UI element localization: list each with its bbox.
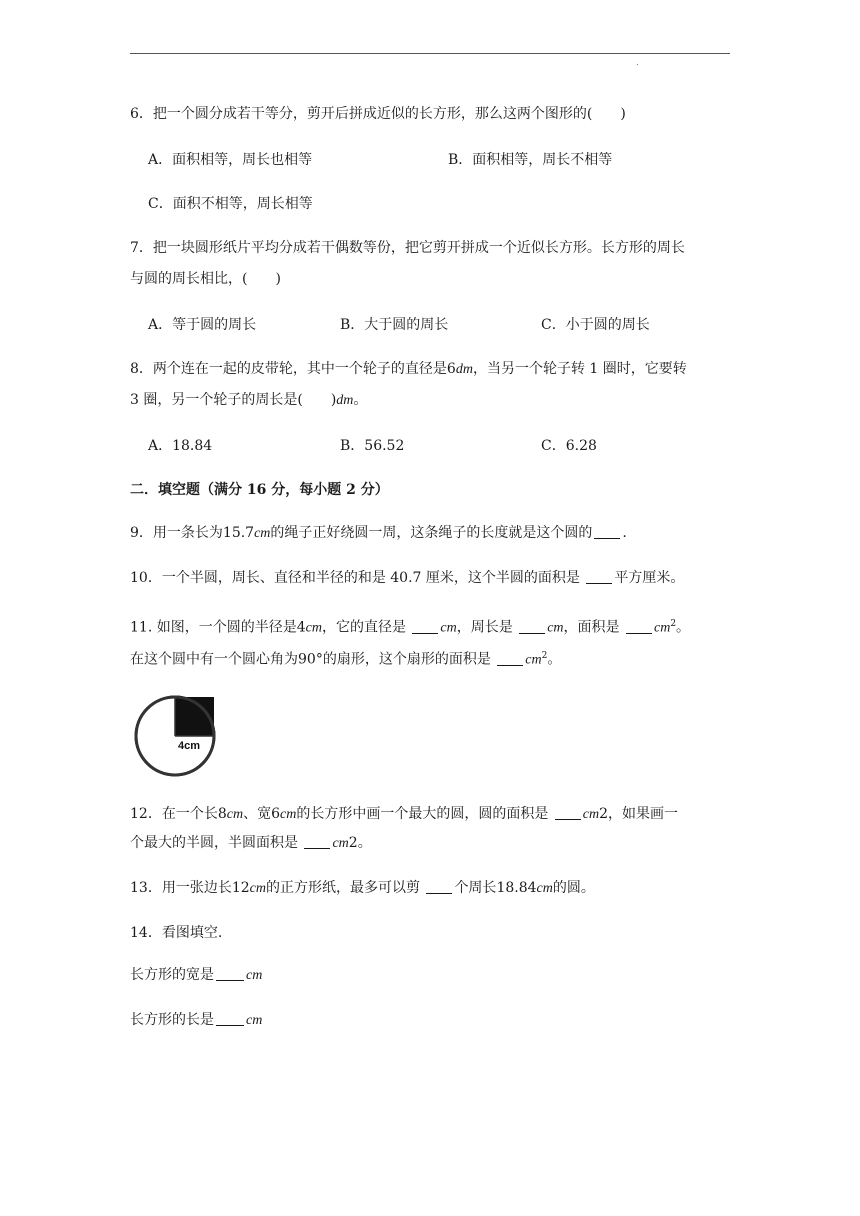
- answer-blank[interactable]: [555, 805, 581, 820]
- answer-blank[interactable]: [216, 1011, 244, 1026]
- question-12-line-1: 12．在一个长8cm、宽6cm的长方形中画一个最大的圆，圆的面积是 cm2，如果画一: [130, 806, 679, 822]
- answer-blank[interactable]: [626, 619, 652, 634]
- question-6-option-c[interactable]: C．面积不相等，周长相等: [148, 196, 313, 212]
- question-9: 9．用一条长为15.7cm的绳子正好绕圆一周，这条绳子的长度就是这个圆的 .: [130, 525, 627, 541]
- section-2-heading: 二．填空题（满分 16 分，每小题 2 分）: [130, 482, 389, 498]
- answer-blank[interactable]: [497, 651, 523, 666]
- answer-blank[interactable]: [594, 524, 620, 539]
- answer-blank[interactable]: [519, 619, 545, 634]
- question-11-line-2: 在这个圆中有一个圆心角为90°的扇形，这个扇形的面积是 $cm^2$。: [130, 651, 562, 668]
- question-8-line-1: 8．两个连在一起的皮带轮，其中一个轮子的直径是6dm，当另一个轮子转 1 圈时，它要转: [130, 361, 687, 377]
- question-6: 6．把一个圆分成若干等分，剪开后拼成近似的长方形，那么这两个图形的( ): [130, 106, 626, 122]
- answer-blank[interactable]: [304, 834, 330, 849]
- question-7-line-1: 7．把一块圆形纸片平均分成若干偶数等份，把它剪开拼成一个近似长方形。长方形的周长: [130, 240, 685, 256]
- question-7-option-b[interactable]: B．大于圆的周长: [340, 317, 449, 333]
- answer-blank[interactable]: [216, 966, 244, 981]
- answer-blank[interactable]: [586, 569, 612, 584]
- question-14-width: 长方形的宽是 cm: [130, 967, 263, 983]
- question-8-option-b[interactable]: B．56.52: [340, 438, 405, 454]
- question-6-option-b[interactable]: B．面积相等，周长不相等: [448, 152, 613, 168]
- radius-label: 4cm: [178, 740, 201, 752]
- question-7-line-2: 与圆的周长相比，( ): [130, 271, 281, 287]
- question-6-option-a[interactable]: A．面积相等，周长也相等: [148, 152, 313, 168]
- question-6-text: 6．把一个圆分成若干等分，剪开后拼成近似的长方形，那么这两个图形的(: [130, 106, 593, 122]
- circle-sector-figure: [132, 693, 218, 779]
- question-14-length: 长方形的长是 cm: [130, 1012, 263, 1028]
- header-mark: .: [636, 58, 639, 68]
- answer-blank[interactable]: [412, 619, 438, 634]
- question-14-title: 14．看图填空.: [130, 925, 223, 941]
- question-8-option-c[interactable]: C．6.28: [541, 438, 597, 454]
- question-11-line-1: 11. 如图，一个圆的半径是4cm，它的直径是 cm，周长是 cm，面积是 $cm^2$。: [130, 619, 691, 636]
- question-8-line-2: 3 圈，另一个轮子的周长是( )dm。: [130, 392, 368, 408]
- question-10: 10．一个半圆，周长、直径和半径的和是 40.7 厘米，这个半圆的面积是 平方厘米。: [130, 570, 685, 586]
- question-8-option-a[interactable]: A．18.84: [148, 438, 213, 454]
- question-13: 13．用一张边长12cm的正方形纸，最多可以剪 个周长18.84cm的圆。: [130, 880, 595, 896]
- answer-blank[interactable]: [426, 879, 452, 894]
- question-12-line-2: 个最大的半圆，半圆面积是 cm2。: [130, 835, 372, 851]
- question-7-option-a[interactable]: A．等于圆的周长: [148, 317, 257, 333]
- header-rule: [130, 53, 730, 54]
- question-7-option-c[interactable]: C．小于圆的周长: [541, 317, 650, 333]
